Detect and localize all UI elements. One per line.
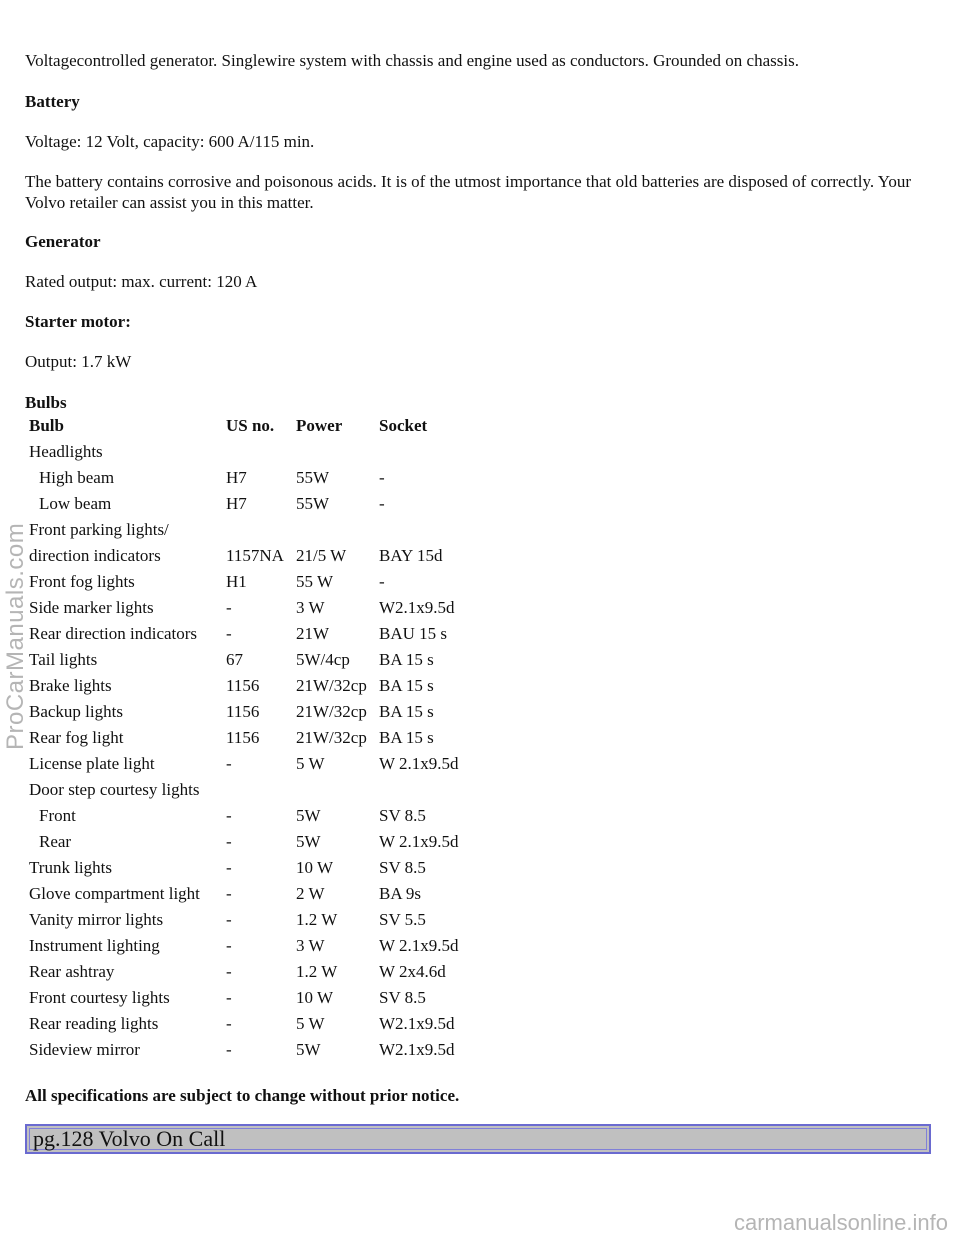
cell-power <box>294 439 377 465</box>
table-row <box>27 1011 477 1037</box>
cell-power: 1.2 W <box>296 962 338 981</box>
cell-socket: - <box>379 468 385 487</box>
battery-heading: Battery <box>25 92 80 111</box>
generator-heading: Generator <box>25 232 101 251</box>
cell-power: 5 W <box>296 1014 325 1033</box>
cell-bulb: Trunk lights <box>29 858 112 877</box>
bulbs-table-body <box>27 439 477 1063</box>
cell-bulb: Low beam <box>39 494 112 513</box>
cell-bulb: Sideview mirror <box>29 1040 140 1059</box>
cell-bulb: Side marker lights <box>29 598 154 617</box>
cell-power: 3 W <box>296 936 325 955</box>
cell-us-no: - <box>226 598 232 617</box>
cell-bulb: Front courtesy lights <box>29 988 170 1007</box>
generator-spec: Rated output: max. current: 120 A <box>25 272 258 291</box>
cell-bulb: Door step courtesy lights <box>29 780 200 799</box>
table-row <box>27 855 477 881</box>
column-header-bulb: Bulb <box>29 416 64 435</box>
cell-socket: BAU 15 s <box>379 624 448 643</box>
table-row <box>27 621 477 647</box>
cell-power: 5 W <box>296 754 325 773</box>
cell-us-no: - <box>226 910 232 929</box>
starter-heading: Starter motor: <box>25 312 131 331</box>
cell-socket: W2.1x9.5d <box>379 598 455 617</box>
cell-socket: - <box>379 494 385 513</box>
cell-power: 10 W <box>296 858 333 877</box>
cell-us-no: - <box>226 1040 232 1059</box>
cell-power: 5W/4cp <box>296 650 350 669</box>
table-row <box>27 647 477 673</box>
cell-power: 21W/32cp <box>296 728 367 747</box>
cell-us-no: - <box>226 858 232 877</box>
cell-us-no: 67 <box>226 650 243 669</box>
cell-socket: SV 8.5 <box>379 988 426 1007</box>
table-row <box>27 803 477 829</box>
cell-us-no: - <box>226 832 232 851</box>
cell-bulb: Vanity mirror lights <box>29 910 164 929</box>
cell-bulb: Rear direction indicators <box>29 624 198 643</box>
cell-socket: BA 15 s <box>379 676 434 695</box>
cell-us-no: H7 <box>226 468 247 487</box>
cell-socket: W 2.1x9.5d <box>379 936 459 955</box>
table-row <box>27 933 477 959</box>
table-row <box>27 777 477 803</box>
cell-socket: W 2.1x9.5d <box>379 754 459 773</box>
table-row <box>27 829 477 855</box>
table-row <box>27 491 477 517</box>
table-row <box>27 699 477 725</box>
bulbs-table <box>27 413 477 1063</box>
cell-bulb: High beam <box>39 468 115 487</box>
cell-us-no: H7 <box>226 494 247 513</box>
bottom-watermark: carmanualsonline.info <box>733 1210 948 1235</box>
cell-socket <box>377 439 477 465</box>
cell-bulb: Rear <box>39 832 72 851</box>
cell-bulb: Front parking lights/ <box>29 520 169 539</box>
starter-spec: Output: 1.7 kW <box>25 352 132 371</box>
table-row <box>27 725 477 751</box>
cell-power <box>294 777 377 803</box>
cell-bulb: Tail lights <box>29 650 98 669</box>
table-row <box>27 595 477 621</box>
cell-bulb: direction indicators <box>29 546 161 565</box>
cell-us-no: - <box>226 936 232 955</box>
cell-socket: SV 8.5 <box>379 858 426 877</box>
table-row <box>27 881 477 907</box>
table-row <box>27 673 477 699</box>
cell-bulb: Instrument lighting <box>29 936 160 955</box>
column-header-power: Power <box>296 416 343 435</box>
battery-note: The battery contains corrosive and poisonous acids. It is of the utmost importance that old batteries are disposed of correctly. Your Volvo retailer can assist you in this matter. <box>25 172 911 212</box>
cell-socket: BA 15 s <box>379 650 434 669</box>
cell-us-no: - <box>226 624 232 643</box>
cell-power: 21W <box>296 624 330 643</box>
table-row <box>27 751 477 777</box>
cell-us-no: H1 <box>226 572 247 591</box>
side-watermark <box>0 500 36 750</box>
cell-us-no: 1156 <box>226 728 260 747</box>
cell-socket: BA 15 s <box>379 728 434 747</box>
cell-power: 5W <box>296 806 321 825</box>
table-row <box>27 959 477 985</box>
cell-power: 55 W <box>296 572 333 591</box>
cell-socket: W 2x4.6d <box>379 962 446 981</box>
intro-paragraph: Voltagecontrolled generator. Singlewire system with chassis and engine used as conductors. Grounded on chassis. <box>25 51 799 70</box>
next-page-link[interactable]: pg.128 Volvo On Call <box>33 1126 226 1151</box>
cell-bulb: Brake lights <box>29 676 112 695</box>
cell-power: 21W/32cp <box>296 702 367 721</box>
bulbs-heading: Bulbs <box>25 393 67 412</box>
cell-socket: W2.1x9.5d <box>379 1014 455 1033</box>
cell-us-no <box>224 777 294 803</box>
cell-power: 2 W <box>296 884 325 903</box>
cell-us-no: - <box>226 988 232 1007</box>
cell-bulb: Glove compartment light <box>29 884 200 903</box>
cell-bulb: Rear reading lights <box>29 1014 159 1033</box>
cell-socket <box>377 777 477 803</box>
cell-bulb: Rear ashtray <box>29 962 115 981</box>
cell-us-no: 1156 <box>226 676 260 695</box>
cell-bulb: Headlights <box>29 442 103 461</box>
cell-socket: - <box>379 572 385 591</box>
cell-bulb: Front fog lights <box>29 572 135 591</box>
table-row <box>27 1037 477 1063</box>
cell-socket: SV 5.5 <box>379 910 426 929</box>
cell-us-no: - <box>226 1014 232 1033</box>
cell-bulb: Front <box>39 806 76 825</box>
table-row <box>27 465 477 491</box>
cell-bulb: Backup lights <box>29 702 123 721</box>
cell-socket: SV 8.5 <box>379 806 426 825</box>
cell-us-no: 1157NA <box>226 546 284 565</box>
table-header-row <box>27 413 477 439</box>
cell-power: 21/5 W <box>296 546 347 565</box>
column-header-socket: Socket <box>379 416 428 435</box>
side-watermark-text: ProCarManuals.com <box>2 522 29 750</box>
cell-us-no <box>224 439 294 465</box>
cell-power: 5W <box>296 1040 321 1059</box>
cell-socket: W 2.1x9.5d <box>379 832 459 851</box>
table-row <box>27 569 477 595</box>
cell-us-no: - <box>226 806 232 825</box>
cell-socket: BA 15 s <box>379 702 434 721</box>
table-row <box>27 439 477 465</box>
cell-socket: BA 9s <box>379 884 422 903</box>
cell-power: 55W <box>296 494 330 513</box>
cell-us-no: - <box>226 884 232 903</box>
next-page-nav <box>25 1124 931 1154</box>
cell-power: 21W/32cp <box>296 676 367 695</box>
battery-spec: Voltage: 12 Volt, capacity: 600 A/115 min. <box>25 132 315 151</box>
cell-us-no: 1156 <box>226 702 260 721</box>
cell-us-no: - <box>226 962 232 981</box>
table-row <box>27 517 477 543</box>
cell-socket <box>377 517 477 543</box>
cell-power: 10 W <box>296 988 333 1007</box>
table-row <box>27 907 477 933</box>
cell-us-no <box>224 517 294 543</box>
table-row <box>27 543 477 569</box>
table-row <box>27 985 477 1011</box>
column-header-us-no: US no. <box>226 416 275 435</box>
cell-bulb: Rear fog light <box>29 728 124 747</box>
cell-bulb: License plate light <box>29 754 155 773</box>
cell-us-no: - <box>226 754 232 773</box>
cell-power: 5W <box>296 832 321 851</box>
cell-socket: BAY 15d <box>379 546 443 565</box>
cell-power: 1.2 W <box>296 910 338 929</box>
cell-socket: W2.1x9.5d <box>379 1040 455 1059</box>
disclaimer: All specifications are subject to change without prior notice. <box>25 1086 460 1105</box>
cell-power: 55W <box>296 468 330 487</box>
cell-power: 3 W <box>296 598 325 617</box>
cell-power <box>294 517 377 543</box>
